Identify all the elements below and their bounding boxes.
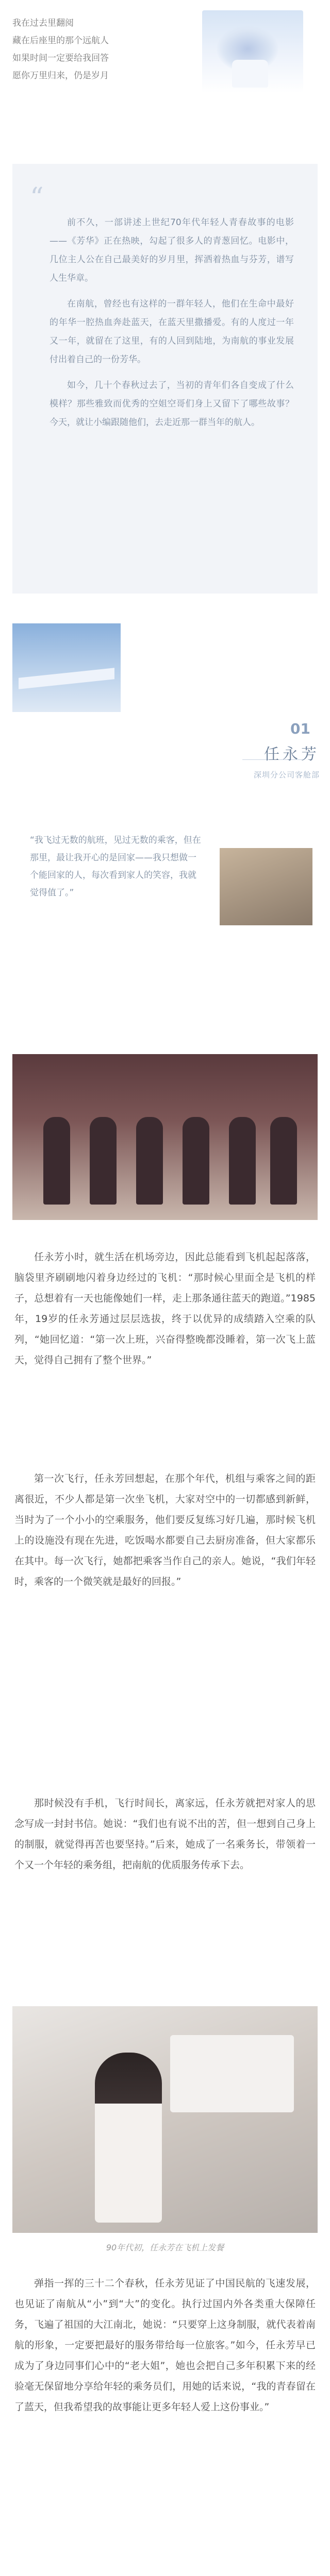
- body-text-block: [14, 2273, 316, 2417]
- profile-quote: “我飞过无数的航班，见过无数的乘客，但在那里，最让我开心的是回家——我只想做一个能回家的人，每次看到家人的笑容，我就觉得值了。”: [30, 835, 201, 898]
- intro-paragraph: 在南航，曾经也有这样的一群年轻人，他们在生命中最好的年华一腔热血奔赴蓝天，在蓝天里撒播爱。有的人度过一年又一年，就留在了这里，有的人回到陆地，为南航的事业发展付出着自己的一份芳华。: [50, 299, 294, 365]
- poem-line: 如果时间一定要给我回答: [12, 53, 109, 63]
- hero-illustration: [202, 10, 303, 93]
- quote-mark-icon: “: [30, 182, 44, 213]
- body-text-block: [14, 1793, 316, 1875]
- profile-name: 任永芳: [264, 745, 320, 764]
- body-text-block: [14, 1247, 316, 1370]
- crew-figure: [43, 1117, 70, 1205]
- intro-paragraph: 如今，几十个春秋过去了，当初的青年们各自变成了什么模样？那些雅致而优秀的空姐空哥们身上又留下了哪些故事？今天，就让小编跟随他们，去走近那一群当年的航人。: [50, 380, 294, 428]
- crew-figure: [183, 1117, 209, 1205]
- profile-thumbnail: [220, 848, 312, 925]
- profile-role: 深圳分公司客舱部: [253, 770, 320, 779]
- body-paragraph: 那时候没有手机，飞行时间长，离家远，任永芳就把对家人的思念写成一封封书信。她说：“我们也有说不出的苦，但一想到自己身上的制服，就觉得再苦也要坚持。”后来，她成了一名乘务长，带领着一个又一个年轻的乘务组，把南航的优质服务传承下去。: [14, 1798, 316, 1871]
- crew-figure: [270, 1117, 297, 1205]
- crew-figure: [90, 1117, 117, 1205]
- attendant-figure: [95, 2053, 162, 2223]
- intro-poem: [12, 14, 109, 84]
- photo-caption: 90年代初，任永芳在飞机上发餐: [106, 2243, 224, 2252]
- body-paragraph: 任永芳小时，就生活在机场旁边，因此总能看到飞机起起落落，脑袋里齐刷刷地闪着身边经过的飞机：“那时候心里面全是飞机的样子，总想着有一天也能像她们一样，走上那条通往蓝天的跑道。”1985年，19岁的任永芳通过层层选拔，终于以优异的成绩踏入空乘的队列，“她回忆道：“第一次上班，兴奋得整晚都没睡着，第一次飞上蓝天，觉得自己拥有了整个世界。”: [14, 1251, 316, 1366]
- body-paragraph: 弹指一挥的三十二个春秋，任永芳见证了中国民航的飞速发展，也见证了南航从“小”到“大”的变化。执行过国内外各类重大保障任务，飞遍了祖国的大江南北，她说：“只要穿上这身制服，就代表着南航的形象，一定要把最好的服务带给每一位旅客。”如今，任永芳早已成为了身边同事们心中的“老大姐”，她也会把自己多年积累下来的经验毫无保留地分享给年轻的乘务员们，用她的话来说，“我的青春留在了蓝天，但我希望我的故事能让更多年轻人爱上这份事业。”: [14, 2278, 316, 2413]
- poem-line: 我在过去里翻阅: [12, 18, 74, 28]
- poem-line: 藏在后座里的那个远航人: [12, 36, 109, 46]
- profile-quote-card: [12, 813, 318, 942]
- body-text-block: [14, 1468, 316, 1592]
- intro-paragraph: 前不久，一部讲述上世纪70年代年轻人青春故事的电影——《芳华》正在热映，勾起了很多人的青葱回忆。电影中，几位主人公在自己最美好的岁月里，挥洒着热血与芬芳，谱写人生华章。: [50, 217, 294, 283]
- crew-figure: [229, 1117, 256, 1205]
- profile-header: [196, 720, 320, 780]
- crew-photo: [12, 1054, 318, 1220]
- intro-box: [12, 164, 318, 594]
- sky-photo: [12, 623, 121, 712]
- cabin-photo: [12, 2006, 318, 2233]
- seat-shape: [232, 60, 268, 88]
- window-shape: [170, 2035, 294, 2112]
- section-number: 01: [290, 720, 310, 737]
- poem-line: 愿你万里归来，仍是岁月: [12, 71, 109, 81]
- wing-shape: [19, 668, 114, 689]
- body-paragraph: 第一次飞行，任永芳回想起，在那个年代，机组与乘客之间的距离很近，不少人都是第一次坐飞机，大家对空中的一切都感到新鲜，当时为了一个小小的空乘服务，他们要反复练习好几遍，那时候飞机上的设施没有现在先进，吃饭喝水都要自己去厨房准备，但大家都乐在其中。每一次飞行，她都把乘客当作自己的亲人。她说，“我们年轻时，乘客的一个微笑就是最好的回报。”: [14, 1473, 316, 1587]
- crew-figure: [136, 1117, 163, 1205]
